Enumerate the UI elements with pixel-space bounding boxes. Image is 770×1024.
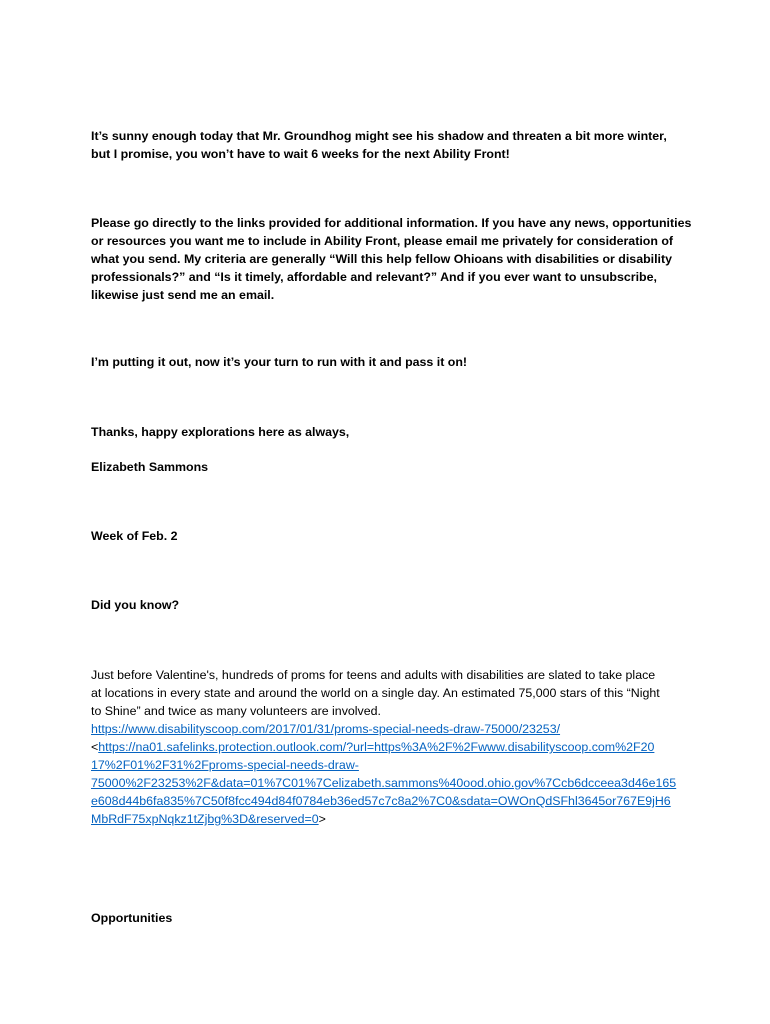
instructions-line: what you send. My criteria are generally “Will this help fellow Ohioans with disabilities or disability	[91, 252, 673, 266]
safelink-close-bracket: >	[318, 812, 326, 826]
signature-text: Elizabeth Sammons	[91, 460, 209, 474]
intro-line: It’s sunny enough today that Mr. Groundhog might see his shadow and threaten a bit more winter,	[91, 129, 667, 143]
article-line: Just before Valentine's, hundreds of proms for teens and adults with disabilities are slated to take place	[91, 668, 656, 682]
week-heading	[91, 527, 691, 545]
closing-paragraph	[91, 423, 691, 441]
safelink-link-part[interactable]: 17%2F01%2F31%2Fproms-special-needs-draw-	[91, 758, 359, 772]
instructions-line: professionals?” and “Is it timely, affordable and relevant?” And if you ever want to unsubscribe,	[91, 270, 657, 284]
pass-it-on-paragraph	[91, 353, 691, 371]
safelink-link-part[interactable]: https://na01.safelinks.protection.outlook.com/?url=https%3A%2F%2Fwww.disabilityscoop.com%2F20	[98, 740, 655, 754]
instructions-line: Please go directly to the links provided for additional information. If you have any news, opportunities	[91, 216, 692, 230]
safelink-line	[91, 756, 691, 774]
signature-paragraph	[91, 458, 691, 476]
safelink-line	[91, 738, 691, 756]
article-link[interactable]: https://www.disabilityscoop.com/2017/01/31/proms-special-needs-draw-75000/23253/	[91, 722, 561, 736]
instructions-paragraph	[91, 214, 691, 304]
closing-text: Thanks, happy explorations here as always,	[91, 425, 350, 439]
safelink-line	[91, 792, 691, 810]
safelink-line	[91, 810, 691, 828]
article-url-line	[91, 720, 691, 738]
intro-line: but I promise, you won’t have to wait 6 weeks for the next Ability Front!	[91, 147, 510, 161]
article-line: to Shine” and twice as many volunteers are involved.	[91, 704, 381, 718]
safelink-line	[91, 774, 691, 792]
did-you-know-heading	[91, 596, 691, 614]
did-you-know-text: Did you know?	[91, 598, 180, 612]
article-line: at locations in every state and around the world on a single day. An estimated 75,000 stars of this “Night	[91, 686, 660, 700]
safelink-link-part[interactable]: e608d44b6fa835%7C50f8fcc494d84f0784eb36ed57c7c8a2%7C0&sdata=OWOnQdSFhl3645or767E9jH6	[91, 794, 671, 808]
safelink-link-part[interactable]: MbRdF75xpNqkz1tZjbg%3D&reserved=0	[91, 812, 319, 826]
opportunities-text: Opportunities	[91, 911, 173, 925]
intro-paragraph	[91, 127, 691, 163]
week-text: Week of Feb. 2	[91, 529, 178, 543]
pass-it-on-text: I’m putting it out, now it’s your turn to run with it and pass it on!	[91, 355, 468, 369]
opportunities-heading	[91, 909, 691, 927]
safelink-open-bracket: <	[91, 740, 99, 754]
safelink-link-part[interactable]: 75000%2F23253%2F&data=01%7C01%7Celizabeth.sammons%40ood.ohio.gov%7Ccb6dcceea3d46e165	[91, 776, 677, 790]
instructions-line: or resources you want me to include in Ability Front, please email me privately for consideration of	[91, 234, 674, 248]
instructions-line: likewise just send me an email.	[91, 288, 275, 302]
article-paragraph	[91, 666, 691, 828]
